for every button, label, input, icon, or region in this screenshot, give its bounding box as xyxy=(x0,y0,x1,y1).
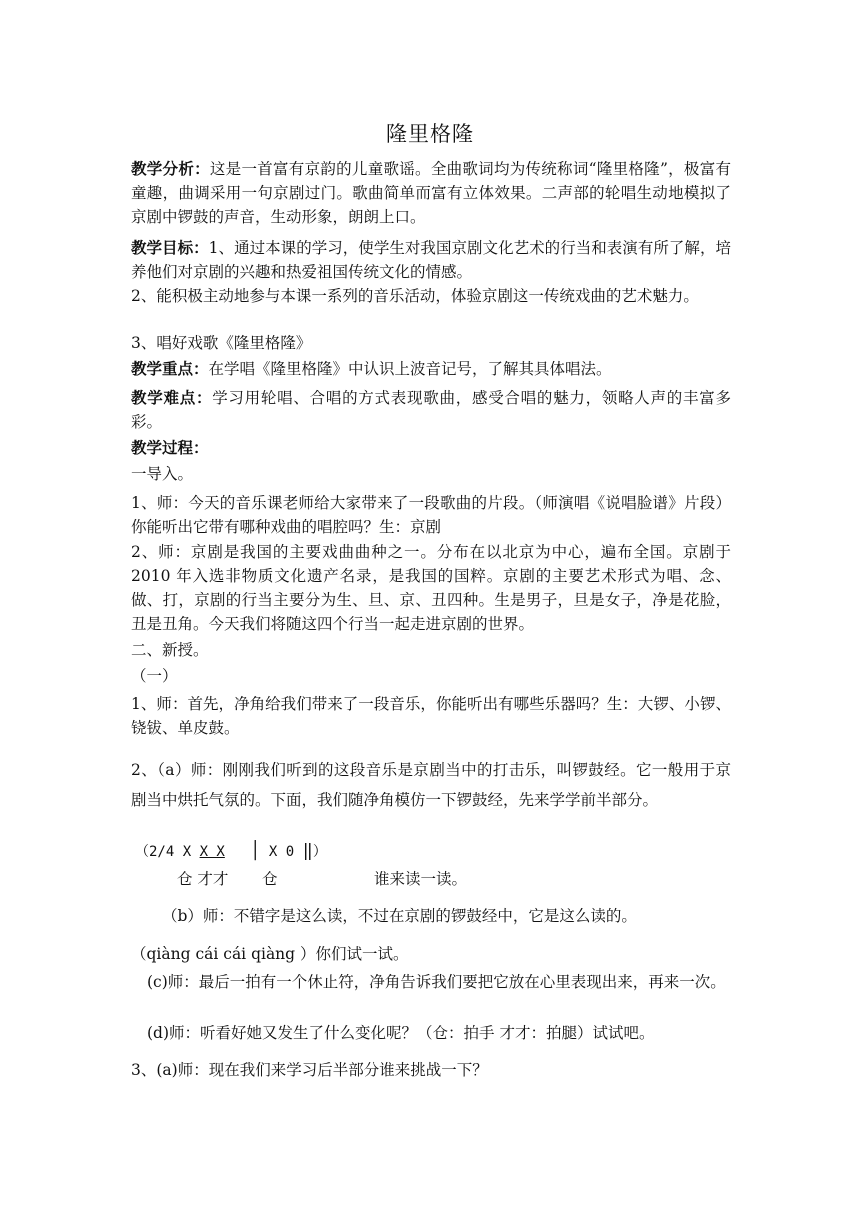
difficulty-paragraph xyxy=(131,386,731,434)
new-step-2d: (d)师：听看好她又发生了什么变化呢？（仓：拍手 才才：拍腿）试试吧。 xyxy=(147,1024,655,1042)
new-step-1: 1、师：首先，净角给我们带来了一段音乐，你能听出有哪些乐器吗？生：大锣、小锣、铙钹、单皮鼓。 xyxy=(131,695,731,737)
score-open: （2/4 X xyxy=(135,844,200,860)
analysis-label: 教学分析： xyxy=(131,159,210,178)
analysis-paragraph xyxy=(131,157,731,229)
rhythm-score xyxy=(135,839,327,864)
goals-item-2: 2、能积极主动地参与本课一系列的音乐活动，体验京剧这一传统戏曲的艺术魅力。 xyxy=(131,287,699,305)
intro-step-2: 2、师：京剧是我国的主要戏曲曲种之一。分布在以北京为中心，遍布全国。京剧于 2010 年入选非物质文化遗产名录，是我国的国粹。京剧的主要艺术形式为唱、念、做、打，京剧的行当主要分为生、旦、京、丑四种。生是男子，旦是女子，净是花脸，丑是丑角。今天我们将随这四个行当一起走进京剧的世界。 xyxy=(131,543,731,633)
new-step-2c: (c)师：最后一拍有一个休止符，净角告诉我们要把它放在心里表现出来，再来一次。 xyxy=(147,973,726,991)
new-step-2b: （b）师：不错字是这么读，不过在京剧的锣鼓经中，它是这么读的。 xyxy=(162,907,637,925)
score-eighth-notes: X X xyxy=(199,844,225,860)
difficulty-text: 学习用轮唱、合唱的方式表现歌曲，感受合唱的魅力，领略人声的丰富多彩。 xyxy=(131,389,731,431)
score-close: ） xyxy=(312,844,327,860)
intro-step-1: 1、师：今天的音乐课老师给大家带来了一段歌曲的片段。（师演唱《说唱脸谱》片段）你能听出它带有哪种戏曲的唱腔吗？生：京剧 xyxy=(131,494,731,536)
read-prompt: 谁来读一读。 xyxy=(374,870,468,888)
syllables-1: 仓 才才 xyxy=(177,870,229,888)
score-middle: X 0 xyxy=(260,844,303,860)
pinyin-line: （qiàng cái cái qiàng ）你们试一试。 xyxy=(131,945,409,963)
difficulty-label: 教学难点： xyxy=(131,388,213,407)
intro-heading: 一导入。 xyxy=(131,465,194,483)
new-step-3a: 3、(a)师：现在我们来学习后半部分谁来挑战一下？ xyxy=(131,1061,488,1079)
syllables-2: 仓 xyxy=(262,870,278,888)
process-label: 教学过程： xyxy=(131,438,209,457)
new-step-2a: 2、（a）师：刚刚我们听到的这段音乐是京剧当中的打击乐，叫锣鼓经。它一般用于京剧当中烘托气氛的。下面，我们随净角模仿一下锣鼓经，先来学学前半部分。 xyxy=(131,761,731,809)
analysis-text: 这是一首富有京韵的儿童歌谣。全曲歌词均为传统称词“隆里格隆”，极富有童趣，曲调采用一句京剧过门。歌曲简单而富有立体效果。二声部的轮唱生动地模拟了京剧中锣鼓的声音，生动形象，朗朗上口。 xyxy=(131,160,731,226)
score-barline: │ xyxy=(250,841,261,861)
goals-item-1: 1、通过本课的学习，使学生对我国京剧文化艺术的行当和表演有所了解，培养他们对京剧的兴趣和热爱祖国传统文化的情感。 xyxy=(131,239,731,281)
key-point-label: 教学重点： xyxy=(131,359,209,378)
page-title: 隆里格隆 xyxy=(386,122,474,146)
new-lesson-heading: 二、新授。 xyxy=(131,641,209,659)
goals-item-3: 3、唱好戏歌《隆里格隆》 xyxy=(131,334,312,352)
key-point-text: 在学唱《隆里格隆》中认识上波音记号，了解其具体唱法。 xyxy=(208,360,612,378)
goals-label: 教学目标： xyxy=(131,238,209,257)
sub-heading: （一） xyxy=(131,667,178,685)
score-end-barline: ‖ xyxy=(302,841,313,861)
goals-paragraph xyxy=(131,236,731,284)
key-point-paragraph xyxy=(131,357,731,381)
